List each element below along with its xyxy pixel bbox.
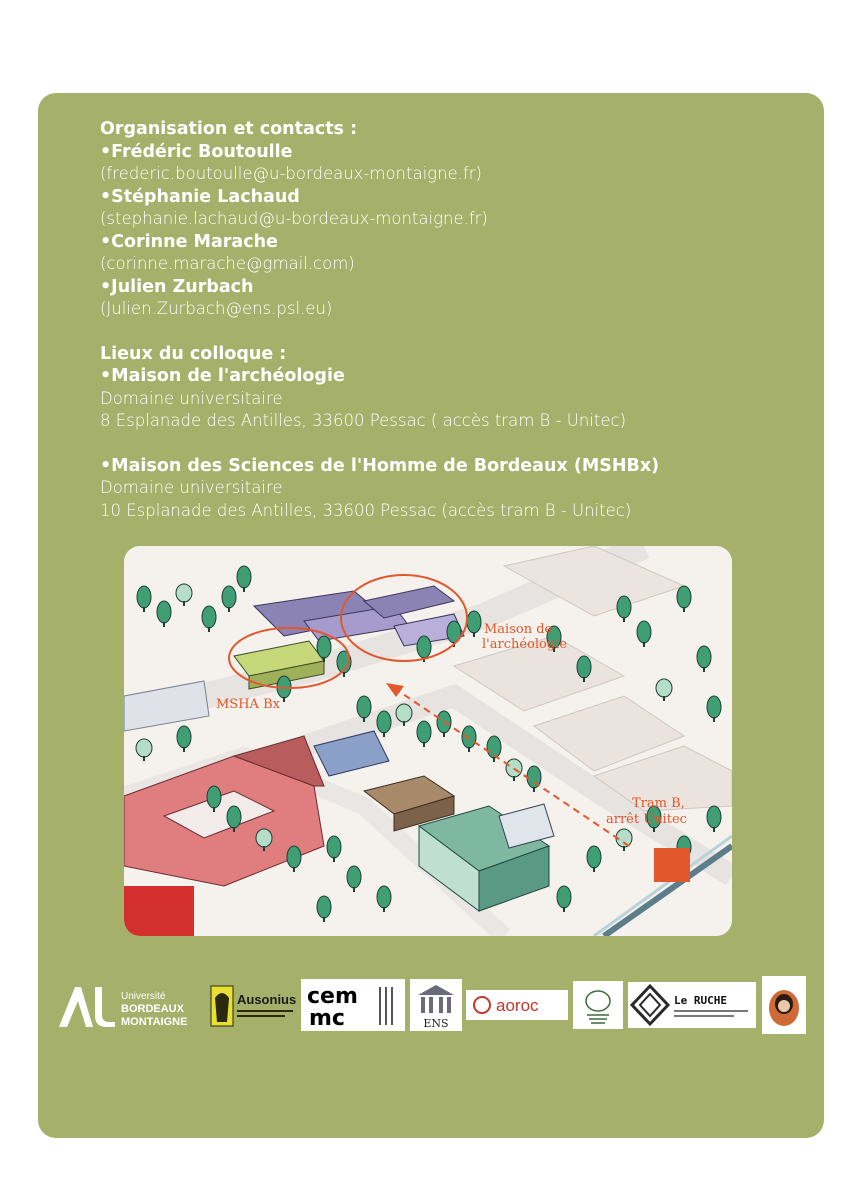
ubm-univ-text: Université <box>121 991 166 1002</box>
ubm-montaigne-text: MONTAIGNE <box>121 1016 188 1028</box>
contact-name: •Julien Zurbach <box>100 276 254 297</box>
logo-ens <box>410 975 462 1035</box>
venue-address: 8 Esplanade des Antilles, 33600 Pessac ( accès tram B - Unitec) <box>100 411 627 430</box>
logo-green-sketch <box>573 975 623 1035</box>
venue-name: •Maison des Sciences de l'Homme de Bordeaux (MSHBx) <box>100 455 660 476</box>
contact-name: •Stéphanie Lachaud <box>100 186 300 207</box>
logo-ausonius <box>207 975 299 1035</box>
campus-map <box>124 546 732 936</box>
logo-ubm <box>55 975 203 1035</box>
tram-label-1: Tram B, <box>632 796 685 811</box>
logo-aoroc <box>466 975 568 1035</box>
contact-email[interactable]: (frederic.boutoulle@u-bordeaux-montaigne.fr) <box>100 164 482 183</box>
venues-heading: Lieux du colloque : <box>100 343 287 364</box>
cemmc-text-2: mc <box>309 1006 345 1031</box>
tram-stop-marker <box>654 848 690 882</box>
text-block <box>100 118 800 522</box>
partner-logos <box>55 975 815 1035</box>
logo-portrait <box>762 975 806 1035</box>
contact-email[interactable]: (Julien.Zurbach@ens.psl.eu) <box>100 299 333 318</box>
venue-name: •Maison de l'archéologie <box>100 366 345 386</box>
contact-name: •Frédéric Boutoulle <box>100 141 293 162</box>
ausonius-text: Ausonius <box>237 992 297 1007</box>
venue-domain: Domaine universitaire <box>100 388 283 408</box>
ruche-text: Le RUCHE <box>674 994 727 1007</box>
venue-domain: Domaine universitaire <box>100 478 283 497</box>
ubm-bordeaux-text: BORDEAUX <box>121 1003 184 1015</box>
cemmc-text-1: cem <box>307 984 358 1009</box>
contact-name: •Corinne Marache <box>100 231 278 252</box>
venue-address: 10 Esplanade des Antilles, 33600 Pessac (accès tram B - Unitec) <box>100 500 632 520</box>
aoroc-text: aoroc <box>496 996 539 1015</box>
campus-map-drawing <box>124 546 732 936</box>
contacts-heading: Organisation et contacts : <box>100 119 358 139</box>
logo-le-ruche <box>628 975 756 1035</box>
logo-cemmc <box>301 975 405 1035</box>
mshbx-label: MSHA Bx <box>216 697 280 712</box>
contact-email[interactable]: (corinne.marache@gmail.com) <box>100 254 355 273</box>
tram-label-2: arrêt Unitec <box>606 812 687 827</box>
archeologie-label-2: l'archéologie <box>482 637 568 652</box>
ens-text: ENS <box>423 1017 449 1030</box>
contact-email[interactable]: (stephanie.lachaud@u-bordeaux-montaigne.fr) <box>100 209 488 228</box>
archeologie-label-1: Maison de <box>484 622 553 637</box>
